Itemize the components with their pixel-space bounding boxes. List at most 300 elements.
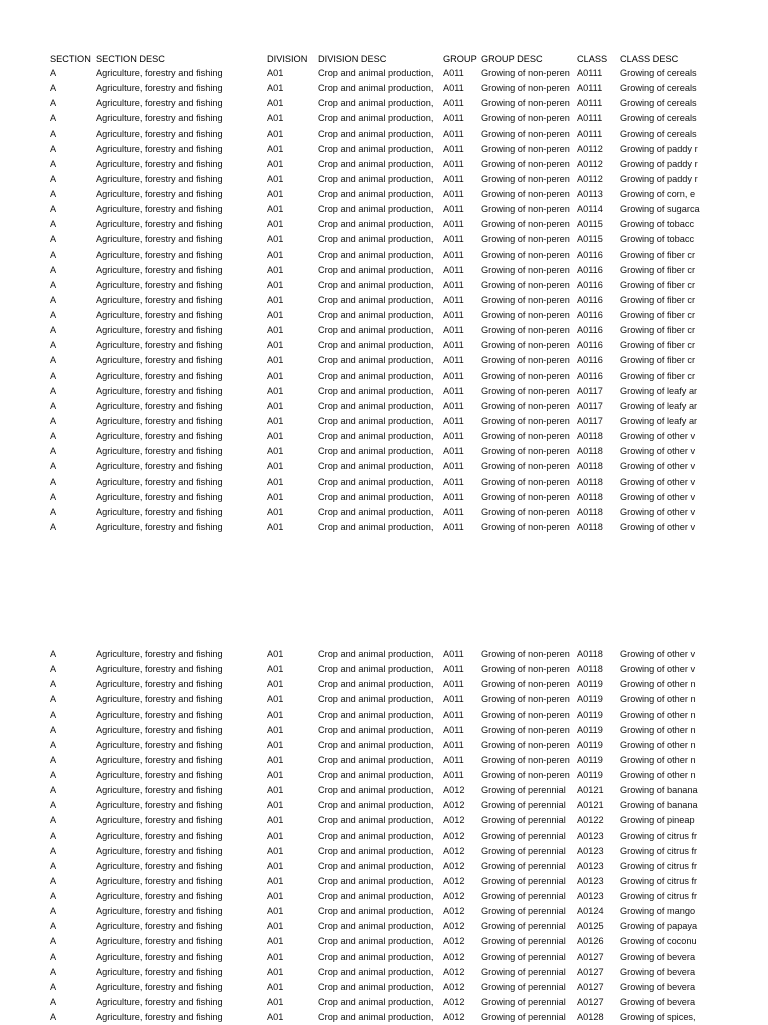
section-cell: A [50,649,57,659]
group-desc-cell: Growing of non-peren [481,415,570,426]
group-desc-cell: Growing of non-peren [481,189,570,200]
table-row [0,248,768,263]
class-cell: A0116 [577,355,603,366]
section-desc-cell: Agriculture, forestry and fishing [96,219,223,230]
division-desc-cell: Crop and animal production, [318,446,434,457]
group-cell: A011 [443,325,464,336]
group-cell: A012 [443,936,465,947]
division-desc-cell: Crop and animal production, [318,709,434,720]
section-cell: A [50,98,57,109]
section-cell: A [50,694,57,705]
group-cell: A011 [443,158,464,169]
section-cell: A [50,815,57,826]
class-cell: A0118 [577,506,603,517]
section-desc-cell: Agriculture, forestry and fishing [96,340,223,351]
section-cell: A [50,845,57,856]
section-cell: A [50,294,57,305]
section-cell: A [50,173,57,184]
group-desc-cell: Growing of non-peren [481,128,570,139]
class-cell: A0123 [577,875,604,886]
group-desc-cell: Growing of non-peren [481,113,570,124]
table-row [0,647,768,662]
division-cell: A01 [267,431,284,442]
class-cell: A0116 [577,310,603,321]
class-desc-cell: Growing of fiber cr [620,340,696,351]
class-cell: A0118 [577,491,603,502]
table-row [0,505,768,520]
section-desc-cell: Agriculture, forestry and fishing [96,996,223,1007]
section-desc-cell: Agriculture, forestry and fishing [96,770,223,781]
group-desc-cell: Growing of non-peren [481,739,570,750]
division-cell: A01 [267,996,284,1007]
division-cell: A01 [267,951,284,962]
division-cell: A01 [267,340,284,351]
division-desc-cell: Crop and animal production, [318,491,434,502]
section-desc-cell: Agriculture, forestry and fishing [96,936,223,947]
group-desc-cell: Growing of non-peren [481,476,570,487]
division-desc-cell: Crop and animal production, [318,400,434,411]
group-cell: A012 [443,845,465,856]
class-cell: A0118 [577,446,603,457]
division-desc-cell: Crop and animal production, [318,294,434,305]
class-cell: A0123 [577,845,604,856]
division-desc-cell: Crop and animal production, [318,355,434,366]
table-row [0,202,768,217]
section-desc-cell: Agriculture, forestry and fishing [96,649,223,659]
division-desc-cell: Crop and animal production, [318,68,434,78]
group-cell: A011 [443,461,464,472]
class-desc-cell: Growing of cereals [620,128,697,139]
division-desc-cell: Crop and animal production, [318,204,434,215]
division-cell: A01 [267,310,284,321]
class-cell: A0115 [577,219,603,230]
group-desc-header: GROUP DESC [481,54,543,64]
section-cell: A [50,158,57,169]
class-desc-cell: Growing of other n [620,754,696,765]
division-cell: A01 [267,143,284,154]
group-desc-cell: Growing of perennial [481,875,566,886]
section-cell: A [50,279,57,290]
group-desc-cell: Growing of non-peren [481,664,570,675]
class-cell: A0118 [577,476,603,487]
class-desc-cell: Growing of citrus fr [620,845,698,856]
section-desc-cell: Agriculture, forestry and fishing [96,800,223,811]
section-cell: A [50,1012,57,1023]
class-desc-cell: Growing of other v [620,446,696,457]
table-row [0,66,768,81]
section-cell: A [50,860,57,871]
division-desc-cell: Crop and animal production, [318,860,434,871]
group-cell: A012 [443,1012,465,1023]
group-desc-cell: Growing of non-peren [481,325,570,336]
class-cell: A0111 [577,128,603,139]
group-cell: A011 [443,739,464,750]
division-cell: A01 [267,385,284,396]
class-cell: A0123 [577,860,604,871]
section-desc-cell: Agriculture, forestry and fishing [96,461,223,472]
table-row [0,399,768,414]
table-header [0,52,768,67]
class-desc-cell: Growing of other v [620,664,696,675]
division-desc-cell: Crop and animal production, [318,830,434,841]
group-desc-cell: Growing of perennial [481,845,566,856]
section-cell: A [50,234,57,245]
section-desc-cell: Agriculture, forestry and fishing [96,815,223,826]
class-desc-cell: Growing of leafy ar [620,415,698,426]
group-desc-cell: Growing of non-peren [481,173,570,184]
group-cell: A011 [443,649,464,659]
section-desc-cell: Agriculture, forestry and fishing [96,521,223,532]
division-cell: A01 [267,860,284,871]
group-cell: A011 [443,249,464,260]
class-desc-cell: Growing of tobacc [620,234,695,245]
class-desc-cell: Growing of other n [620,709,696,720]
division-desc-cell: Crop and animal production, [318,83,434,94]
class-desc-cell: Growing of corn, e [620,189,696,200]
group-cell: A011 [443,664,464,675]
table-row [0,904,768,919]
table-row [0,263,768,278]
section-cell: A [50,921,57,932]
table-row [0,308,768,323]
group-cell: A012 [443,875,465,886]
group-cell: A011 [443,754,464,765]
class-cell: A0128 [577,1012,604,1023]
group-cell: A011 [443,204,464,215]
group-desc-cell: Growing of non-peren [481,98,570,109]
group-cell: A011 [443,98,464,109]
group-desc-cell: Growing of perennial [481,815,566,826]
division-desc-cell: Crop and animal production, [318,264,434,275]
table-row [0,490,768,505]
division-cell: A01 [267,739,284,750]
group-desc-cell: Growing of non-peren [481,461,570,472]
section-desc-cell: Agriculture, forestry and fishing [96,506,223,517]
class-cell: A0118 [577,431,603,442]
division-cell: A01 [267,921,284,932]
section-cell: A [50,679,57,690]
class-cell: A0116 [577,249,603,260]
division-desc-cell: Crop and animal production, [318,370,434,381]
division-cell: A01 [267,966,284,977]
section-cell: A [50,906,57,917]
class-cell: A0118 [577,664,603,675]
class-desc-cell: Growing of other v [620,649,696,659]
division-desc-cell: Crop and animal production, [318,340,434,351]
section-cell: A [50,875,57,886]
division-desc-cell: Crop and animal production, [318,679,434,690]
division-desc-cell: Crop and animal production, [318,173,434,184]
class-cell: A0112 [577,158,603,169]
division-cell: A01 [267,173,284,184]
division-cell: A01 [267,113,284,124]
class-desc-cell: Growing of other v [620,521,696,532]
class-cell: A0112 [577,143,603,154]
group-cell: A012 [443,830,465,841]
table-row [0,783,768,798]
table-row [0,369,768,384]
division-cell: A01 [267,491,284,502]
division-cell: A01 [267,649,284,659]
group-desc-cell: Growing of perennial [481,966,566,977]
class-desc-cell: Growing of coconu [620,936,697,947]
section-cell: A [50,189,57,200]
division-desc-cell: Crop and animal production, [318,875,434,886]
table-row [0,520,768,535]
table-row [0,323,768,338]
section-desc-cell: Agriculture, forestry and fishing [96,446,223,457]
division-cell: A01 [267,219,284,230]
division-desc-cell: Crop and animal production, [318,966,434,977]
section-desc-cell: Agriculture, forestry and fishing [96,325,223,336]
class-desc-cell: Growing of cereals [620,113,697,124]
group-desc-cell: Growing of non-peren [481,770,570,781]
section-desc-cell: Agriculture, forestry and fishing [96,891,223,902]
group-cell: A012 [443,951,465,962]
table-row [0,934,768,949]
group-cell: A011 [443,113,464,124]
class-desc-cell: Growing of other n [620,724,696,735]
section-desc-cell: Agriculture, forestry and fishing [96,355,223,366]
section-cell: A [50,664,57,675]
table-row [0,844,768,859]
table-row [0,829,768,844]
division-desc-cell: Crop and animal production, [318,385,434,396]
group-desc-cell: Growing of perennial [481,921,566,932]
division-desc-cell: Crop and animal production, [318,325,434,336]
class-desc-cell: Growing of fiber cr [620,294,696,305]
table-row [0,874,768,889]
section-cell: A [50,143,57,154]
group-desc-cell: Growing of perennial [481,1012,566,1023]
group-cell: A011 [443,506,464,517]
class-cell: A0127 [577,966,604,977]
division-header: DIVISION [267,54,308,64]
class-cell: A0119 [577,679,603,690]
group-desc-cell: Growing of non-peren [481,446,570,457]
section-desc-cell: Agriculture, forestry and fishing [96,431,223,442]
section-cell: A [50,521,57,532]
class-cell: A0118 [577,649,603,659]
class-cell: A0116 [577,370,603,381]
table-row [0,384,768,399]
group-desc-cell: Growing of non-peren [481,219,570,230]
division-desc-cell: Crop and animal production, [318,310,434,321]
division-cell: A01 [267,68,284,78]
division-desc-cell: Crop and animal production, [318,1012,434,1023]
division-desc-cell: Crop and animal production, [318,143,434,154]
section-cell: A [50,204,57,215]
division-desc-cell: Crop and animal production, [318,521,434,532]
class-cell: A0111 [577,83,603,94]
class-cell: A0119 [577,770,603,781]
division-cell: A01 [267,461,284,472]
group-cell: A011 [443,355,464,366]
class-cell: A0119 [577,739,603,750]
division-cell: A01 [267,325,284,336]
class-desc-cell: Growing of papaya [620,921,698,932]
class-desc-cell: Growing of banana [620,800,698,811]
section-cell: A [50,785,57,796]
division-desc-cell: Crop and animal production, [318,431,434,442]
class-desc-cell: Growing of fiber cr [620,370,696,381]
class-desc-cell: Growing of bevera [620,966,696,977]
class-cell: A0127 [577,996,604,1007]
group-cell: A011 [443,234,464,245]
class-desc-cell: Growing of fiber cr [620,325,696,336]
section-desc-cell: Agriculture, forestry and fishing [96,830,223,841]
section-desc-cell: Agriculture, forestry and fishing [96,1012,223,1023]
group-cell: A011 [443,294,464,305]
section-desc-cell: Agriculture, forestry and fishing [96,400,223,411]
section-desc-cell: Agriculture, forestry and fishing [96,128,223,139]
table-row [0,81,768,96]
class-cell: A0116 [577,325,603,336]
class-desc-cell: Growing of other v [620,506,696,517]
division-cell: A01 [267,694,284,705]
class-desc-cell: Growing of fiber cr [620,279,696,290]
group-desc-cell: Growing of perennial [481,951,566,962]
table-row [0,738,768,753]
division-cell: A01 [267,234,284,245]
group-desc-cell: Growing of perennial [481,981,566,992]
group-cell: A011 [443,219,464,230]
section-desc-cell: Agriculture, forestry and fishing [96,724,223,735]
section-desc-cell: Agriculture, forestry and fishing [96,415,223,426]
group-desc-cell: Growing of non-peren [481,310,570,321]
section-desc-cell: Agriculture, forestry and fishing [96,981,223,992]
class-desc-cell: Growing of sugarca [620,204,700,215]
group-cell: A012 [443,860,465,871]
group-desc-cell: Growing of non-peren [481,279,570,290]
table-row [0,753,768,768]
division-cell: A01 [267,981,284,992]
section-desc-cell: Agriculture, forestry and fishing [96,875,223,886]
table-row [0,172,768,187]
division-desc-cell: Crop and animal production, [318,800,434,811]
group-cell: A011 [443,400,464,411]
group-cell: A011 [443,709,464,720]
section-desc-header: SECTION DESC [96,54,165,64]
class-desc-cell: Growing of paddy r [620,173,698,184]
group-desc-cell: Growing of non-peren [481,370,570,381]
group-desc-cell: Growing of non-peren [481,158,570,169]
class-cell: A0126 [577,936,604,947]
division-cell: A01 [267,279,284,290]
table-row [0,459,768,474]
division-cell: A01 [267,476,284,487]
class-cell: A0124 [577,906,604,917]
division-cell: A01 [267,800,284,811]
section-cell: A [50,891,57,902]
table-row [0,889,768,904]
division-cell: A01 [267,506,284,517]
group-desc-cell: Growing of perennial [481,785,566,796]
group-cell: A011 [443,173,464,184]
group-desc-cell: Growing of non-peren [481,68,570,78]
class-desc-cell: Growing of leafy ar [620,400,698,411]
group-desc-cell: Growing of non-peren [481,724,570,735]
class-cell: A0116 [577,264,603,275]
section-cell: A [50,770,57,781]
group-desc-cell: Growing of non-peren [481,709,570,720]
group-cell: A011 [443,189,464,200]
class-cell: A0123 [577,891,604,902]
division-desc-cell: Crop and animal production, [318,128,434,139]
section-desc-cell: Agriculture, forestry and fishing [96,294,223,305]
section-desc-cell: Agriculture, forestry and fishing [96,476,223,487]
class-desc-cell: Growing of cereals [620,68,697,78]
section-desc-cell: Agriculture, forestry and fishing [96,845,223,856]
division-desc-header: DIVISION DESC [318,54,387,64]
class-desc-cell: Growing of other v [620,476,696,487]
section-cell: A [50,385,57,396]
section-cell: A [50,476,57,487]
class-desc-cell: Growing of fiber cr [620,249,696,260]
group-desc-cell: Growing of perennial [481,936,566,947]
group-cell: A011 [443,521,464,532]
class-desc-cell: Growing of cereals [620,83,697,94]
table-row [0,429,768,444]
division-desc-cell: Crop and animal production, [318,98,434,109]
division-desc-cell: Crop and animal production, [318,249,434,260]
section-cell: A [50,800,57,811]
section-cell: A [50,491,57,502]
class-desc-cell: Growing of paddy r [620,158,698,169]
class-desc-cell: Growing of other n [620,770,696,781]
section-cell: A [50,739,57,750]
group-cell: A011 [443,310,464,321]
section-desc-cell: Agriculture, forestry and fishing [96,739,223,750]
class-cell: A0114 [577,204,603,215]
division-desc-cell: Crop and animal production, [318,279,434,290]
division-cell: A01 [267,189,284,200]
section-cell: A [50,128,57,139]
table-row [0,798,768,813]
group-desc-cell: Growing of non-peren [481,385,570,396]
division-desc-cell: Crop and animal production, [318,981,434,992]
class-desc-cell: Growing of other n [620,679,696,690]
section-desc-cell: Agriculture, forestry and fishing [96,370,223,381]
table-row [0,950,768,965]
group-cell: A011 [443,68,464,78]
section-desc-cell: Agriculture, forestry and fishing [96,189,223,200]
division-desc-cell: Crop and animal production, [318,754,434,765]
division-cell: A01 [267,128,284,139]
group-desc-cell: Growing of perennial [481,860,566,871]
group-cell: A012 [443,815,465,826]
section-cell: A [50,506,57,517]
class-header: CLASS [577,54,608,64]
class-cell: A0119 [577,724,603,735]
section-cell: A [50,340,57,351]
section-cell: A [50,415,57,426]
table-row [0,96,768,111]
section-cell: A [50,249,57,260]
class-desc-cell: Growing of tobacc [620,219,695,230]
division-desc-cell: Crop and animal production, [318,770,434,781]
division-desc-cell: Crop and animal production, [318,113,434,124]
section-cell: A [50,219,57,230]
section-desc-cell: Agriculture, forestry and fishing [96,310,223,321]
table-row [0,965,768,980]
class-desc-cell: Growing of bevera [620,981,696,992]
group-desc-cell: Growing of non-peren [481,143,570,154]
group-cell: A011 [443,724,464,735]
table-row [0,187,768,202]
division-cell: A01 [267,446,284,457]
group-cell: A011 [443,83,464,94]
